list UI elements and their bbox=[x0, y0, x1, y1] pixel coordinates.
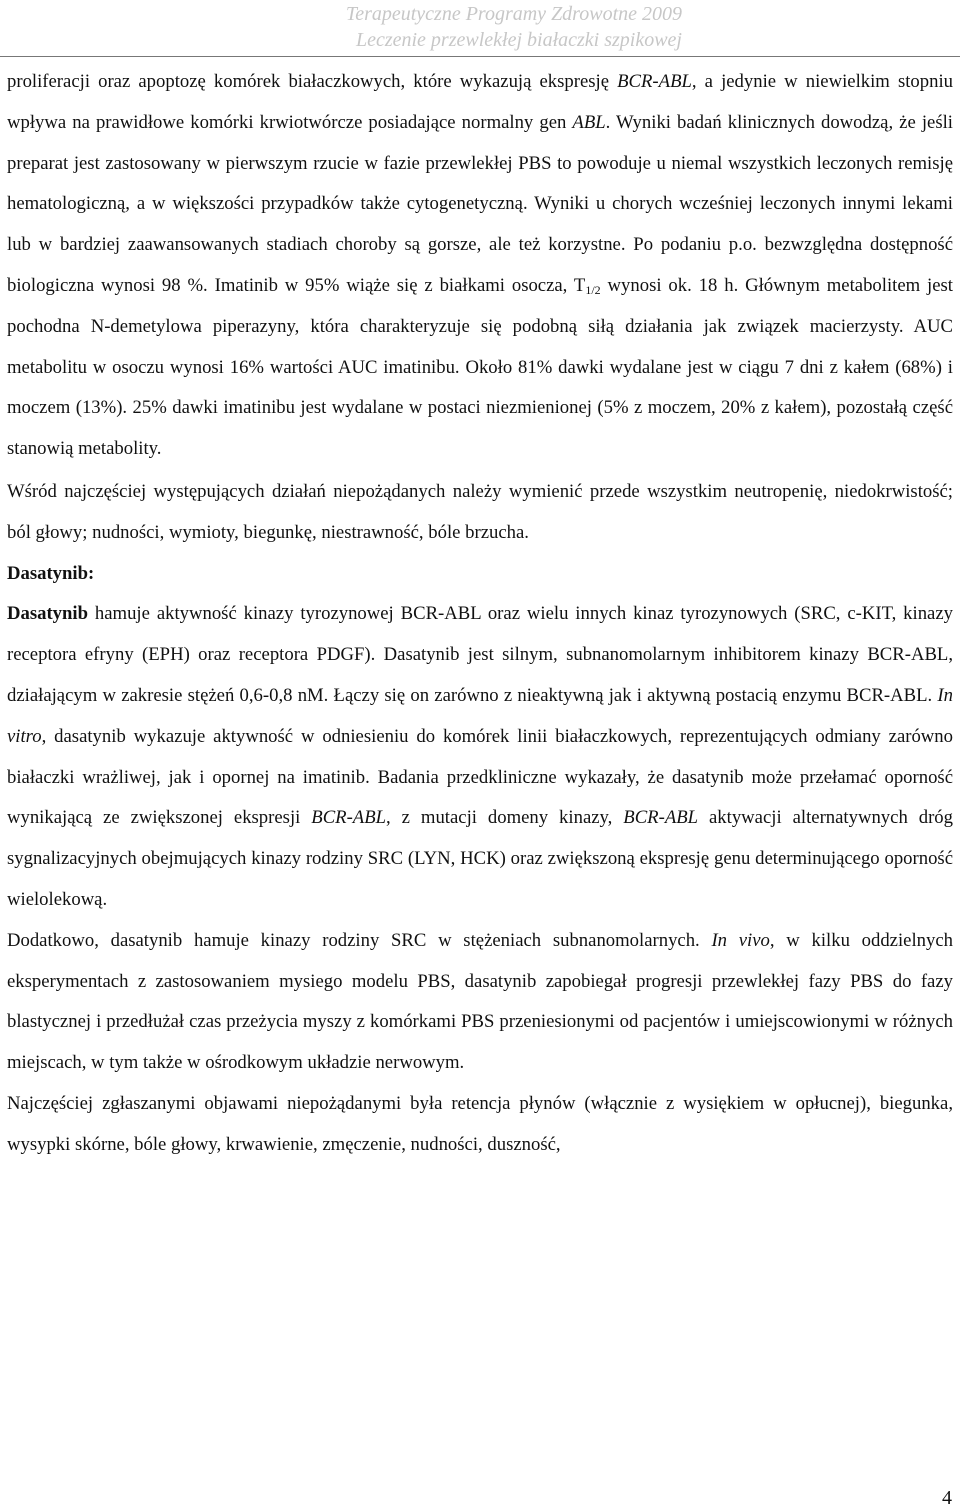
text-run: aktywacji alternatywnych dróg sygnalizacyjnych obejmujących kinazy rodziny SRC (LYN, HCK) oraz zwiększoną ekspresję genu determinującego oporność wielolekową. bbox=[7, 807, 953, 910]
italic-gene-name: ABL bbox=[572, 111, 606, 133]
paragraph-dasatynib-mechanism bbox=[7, 594, 953, 920]
text-run: wynosi ok. 18 h. Głównym metabolitem jest pochodna N-demetylowa piperazyny, która charakteryzuje się podobną siłą działania jak związek macierzysty. AUC metabolitu w osoczu wynosi 16% wartości AUC imatinibu. Około 81% dawki wydalane jest w ciągu 7 dni z kałem (68%) i moczem (13%). 25% dawki imatinibu jest wydalane w postaci niezmienionej (5% z moczem, 20% z kałem), pozostałą część stanowią metabolity. bbox=[7, 274, 953, 460]
page-number: 4 bbox=[942, 1487, 952, 1509]
italic-gene-name: BCR-ABL bbox=[623, 807, 699, 829]
italic-term: In vitro bbox=[7, 684, 953, 747]
bold-drug-name: Dasatynib bbox=[7, 603, 89, 625]
text-run: hamuje aktywność kinazy tyrozynowej BCR-ABL oraz wielu innych kinaz tyrozynowych (SRC, c-KIT, kinazy receptora efryny (EPH) oraz receptora PDGF). Dasatynib jest silnym, subnanomolarnym inhibitorem kinazy BCR-ABL, działającym w zakresie stężeń 0,6-0,8 nM. Łączy się on zarówno z nieaktywną jak i aktywną postacią enzymu BCR-ABL. bbox=[7, 603, 953, 706]
header-divider bbox=[0, 56, 960, 57]
italic-gene-name: BCR-ABL bbox=[617, 71, 692, 92]
header-subtitle: Leczenie przewlekłej białaczki szpikowej bbox=[355, 29, 682, 51]
header-title: Terapeutyczne Programy Zdrowotne 2009 bbox=[345, 3, 682, 25]
text-run: , a jedynie w niewielkim stopniu wpływa na prawidłowe komórki krwiotwórcze posiadające normalny gen bbox=[7, 71, 953, 133]
paragraph-dasatynib-adverse-effects: Najczęściej zgłaszanymi objawami niepożądanymi była retencja płynów (włącznie z wysiękiem w opłucnej), biegunka, wysypki skórne, bóle głowy, krwawienie, zmęczenie, nudności, duszność, bbox=[7, 1092, 953, 1155]
text-run: , w kilku oddzielnych eksperymentach z zastosowaniem mysiego modelu PBS, dasatynib zapobiegał progresji przewlekłej fazy PBS do fazy blastycznej i przedłużał czas przeżycia myszy z komórkami PBS przeniesionymi od pacjentów i umiejscowionymi w różnych miejscach, w tym także w ośrodkowym układzie nerwowym. bbox=[7, 929, 953, 1074]
paragraph-imatinib-pharmacology bbox=[7, 62, 953, 470]
page-header bbox=[0, 0, 960, 58]
text-run: . Wyniki badań klinicznych dowodzą, że jeśli preparat jest zastosowany w pierwszym rzucie w fazie przewlekłej PBS to powoduje u niemal wszystkich leczonych remisję hematologiczną, a w większości przypadków także cytogenetyczną. Wyniki u chorych wcześniej leczonych innymi lekami lub w bardziej zaawansowanych stadiach choroby są gorsze, ale też korzystne. Po podaniu p.o. bezwzględna dostępność biologiczna wynosi 98 %. Imatinib w 95% wiąże się z białkami osocza, T bbox=[7, 111, 953, 296]
paragraph-adverse-effects: Wśród najczęściej występujących działań niepożądanych należy wymienić przede wszystkim neutropenię, niedokrwistość; ból głowy; nudności, wymioty, biegunkę, niestrawność, bóle brzucha. bbox=[7, 480, 953, 543]
italic-gene-name: BCR-ABL bbox=[311, 807, 387, 829]
section-heading-dasatynib: Dasatynib: bbox=[7, 562, 95, 584]
half-life-subscript: 1/2 bbox=[585, 282, 601, 297]
italic-term: In vivo bbox=[711, 929, 770, 951]
document-body bbox=[7, 62, 953, 1166]
text-run: , dasatynib wykazuje aktywność w odniesieniu do komórek linii białaczkowych, reprezentujących odmiany zarówno białaczki wrażliwej, jak i opornej na imatinib. Badania przedkliniczne wykazały, że dasatynib może przełamać oporność wynikającą ze zwiększonej ekspresji bbox=[7, 725, 953, 829]
paragraph-dasatynib-in-vivo bbox=[7, 921, 953, 1084]
text-run: proliferacji oraz apoptozę komórek białaczkowych, które wykazują ekspresję bbox=[7, 71, 618, 92]
text-run: Dodatkowo, dasatynib hamuje kinazy rodziny SRC w stężeniach subnanomolarnych. bbox=[7, 929, 712, 951]
text-run: , z mutacji domeny kinazy, bbox=[386, 807, 624, 829]
